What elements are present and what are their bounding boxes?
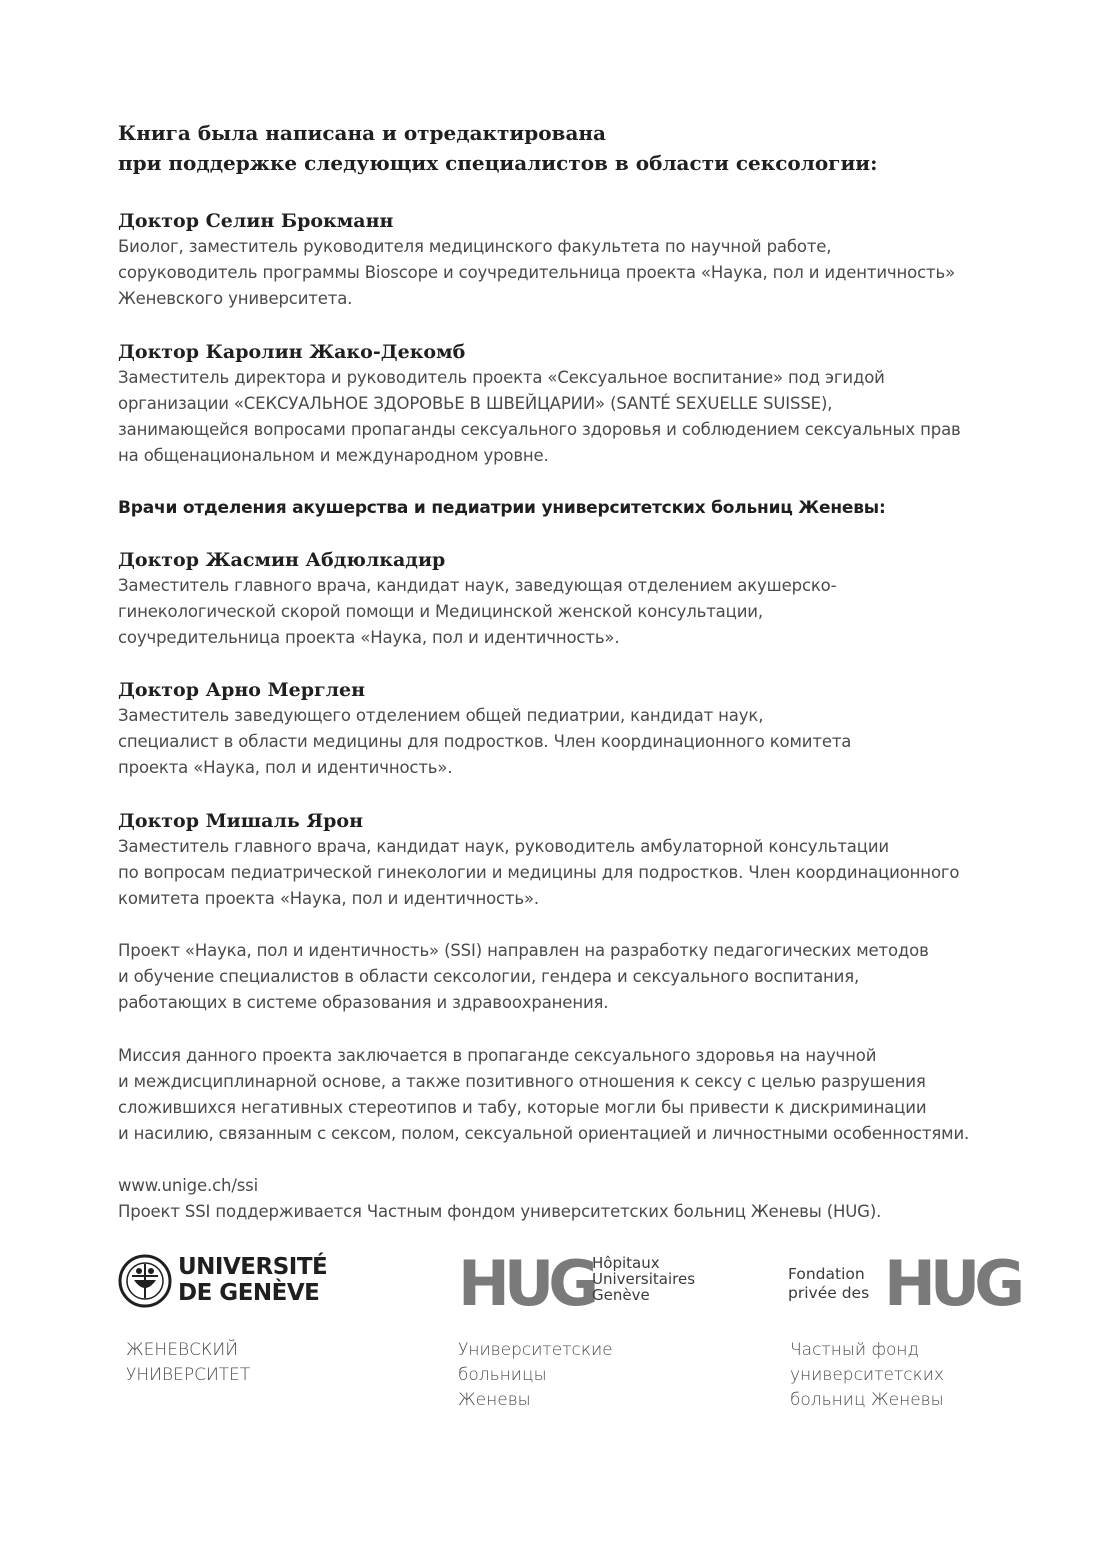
specialist-description (118, 234, 955, 312)
desc-line: соруководитель программы Bioscope и соучредительница проекта «Наука, пол и идентичность» (118, 263, 956, 282)
section-subheading: Врачи отделения акушерства и педиатрии университетских больниц Женевы: (118, 498, 886, 518)
hug-subtitle-line: Genève (592, 1286, 650, 1304)
hug-logo (458, 1247, 718, 1320)
desc-line: Заместитель главного врача, кандидат наук, заведующая отделением акушерско- (118, 576, 837, 595)
specialist-description (118, 365, 961, 469)
hug-letters: HUG (458, 1247, 594, 1320)
caption-line: Университетские (458, 1340, 613, 1360)
unige-wordmark-line: DE GENÈVE (178, 1280, 320, 1306)
contact-block (118, 1173, 881, 1225)
desc-line: организации «СЕКСУАЛЬНОЕ ЗДОРОВЬЕ В ШВЕЙЦАРИИ» (SANTÉ SEXUELLE SUISSE), (118, 394, 833, 413)
project-url-link[interactable]: www.unige.ch/ssi (118, 1176, 259, 1195)
specialist-name: Доктор Жасмин Абдюлкадир (118, 549, 446, 571)
caption-line: УНИВЕРСИТЕТ (126, 1365, 251, 1385)
specialist-name: Доктор Селин Брокманн (118, 210, 394, 232)
hug-subtitle (592, 1255, 695, 1303)
paragraph-line: и междисциплинарной основе, а также позитивного отношения к сексу с целью разрушения (118, 1072, 926, 1091)
specialist-yaron (118, 808, 959, 912)
fondation-caption (790, 1338, 944, 1413)
specialist-description (118, 573, 836, 651)
specialist-abdulcadir (118, 547, 836, 651)
specialist-description (118, 834, 959, 912)
fondation-subtitle (788, 1265, 869, 1303)
fondation-subtitle-line: Fondation (788, 1265, 865, 1283)
paragraph-line: Проект «Наука, пол и идентичность» (SSI) направлен на разработку педагогических методов (118, 941, 929, 960)
support-note: Проект SSI поддерживается Частным фондом университетских больниц Женевы (HUG). (118, 1202, 882, 1221)
paragraph-line: сложившихся негативных стереотипов и табу, которые могли бы привести к дискриминации (118, 1098, 927, 1117)
desc-line: на общенациональном и международном уровне. (118, 446, 549, 465)
desc-line: занимающейся вопросами пропаганды сексуального здоровья и соблюдением сексуальных прав (118, 420, 961, 439)
specialist-merglen (118, 677, 851, 781)
unige-caption (126, 1338, 250, 1388)
desc-line: Заместитель заведующего отделением общей педиатрии, кандидат наук, (118, 706, 764, 725)
desc-line: Женевского университета. (118, 289, 353, 308)
hug-subtitle-line: Hôpitaux (592, 1254, 660, 1272)
desc-line: гинекологической скорой помощи и Медицинской женской консультации, (118, 602, 763, 621)
page-heading (118, 118, 878, 178)
desc-line: специалист в области медицины для подростков. Член координационного комитета (118, 732, 852, 751)
specialist-description (118, 703, 851, 781)
desc-line: проекта «Наука, пол и идентичность». (118, 758, 453, 777)
specialist-brockmann (118, 208, 955, 312)
project-mission (118, 1043, 969, 1147)
specialist-name: Доктор Арно Мерглен (118, 679, 366, 701)
caption-line: Частный фонд (790, 1340, 920, 1360)
caption-line: Женевы (458, 1390, 531, 1410)
unige-seal-icon (118, 1254, 172, 1308)
heading-line-1: Книга была написана и отредактирована (118, 121, 606, 145)
hug-subtitle-line: Universitaires (592, 1270, 696, 1288)
fondation-subtitle-line: privée des (788, 1284, 870, 1302)
desc-line: соучредительница проекта «Наука, пол и идентичность». (118, 628, 620, 647)
hug-caption (458, 1338, 613, 1413)
paragraph-line: и насилию, связанным с сексом, полом, сексуальной ориентацией и личностными особенностями. (118, 1124, 970, 1143)
desc-line: Заместитель главного врача, кандидат наук, руководитель амбулаторной консультации (118, 837, 889, 856)
desc-line: по вопросам педиатрической гинекологии и медицины для подростков. Член координационного (118, 863, 960, 882)
project-description (118, 938, 929, 1016)
specialist-name: Доктор Каролин Жако-Декомб (118, 341, 466, 363)
desc-line: комитета проекта «Наука, пол и идентичность». (118, 889, 540, 908)
caption-line: больниц Женевы (790, 1390, 944, 1410)
paragraph-line: Миссия данного проекта заключается в пропаганде сексуального здоровья на научной (118, 1046, 877, 1065)
fondation-letters: HUG (884, 1247, 1020, 1320)
fondation-hug-logo (788, 1247, 1020, 1320)
caption-line: больницы (458, 1365, 547, 1385)
desc-line: Заместитель директора и руководитель проекта «Сексуальное воспитание» под эгидой (118, 368, 885, 387)
caption-line: университетских (790, 1365, 944, 1385)
paragraph-line: и обучение специалистов в области сексологии, гендера и сексуального воспитания, (118, 967, 860, 986)
specialist-jacot-descombes (118, 339, 961, 469)
unige-wordmark-line: UNIVERSITÉ (178, 1254, 328, 1280)
desc-line: Биолог, заместитель руководителя медицинского факультета по научной работе, (118, 237, 832, 256)
unige-logo (118, 1252, 338, 1314)
unige-wordmark (178, 1254, 327, 1306)
heading-line-2: при поддержке следующих специалистов в области сексологии: (118, 151, 878, 175)
paragraph-line: работающих в системе образования и здравоохранения. (118, 993, 609, 1012)
caption-line: ЖЕНЕВСКИЙ (126, 1340, 239, 1360)
specialist-name: Доктор Мишаль Ярон (118, 810, 364, 832)
